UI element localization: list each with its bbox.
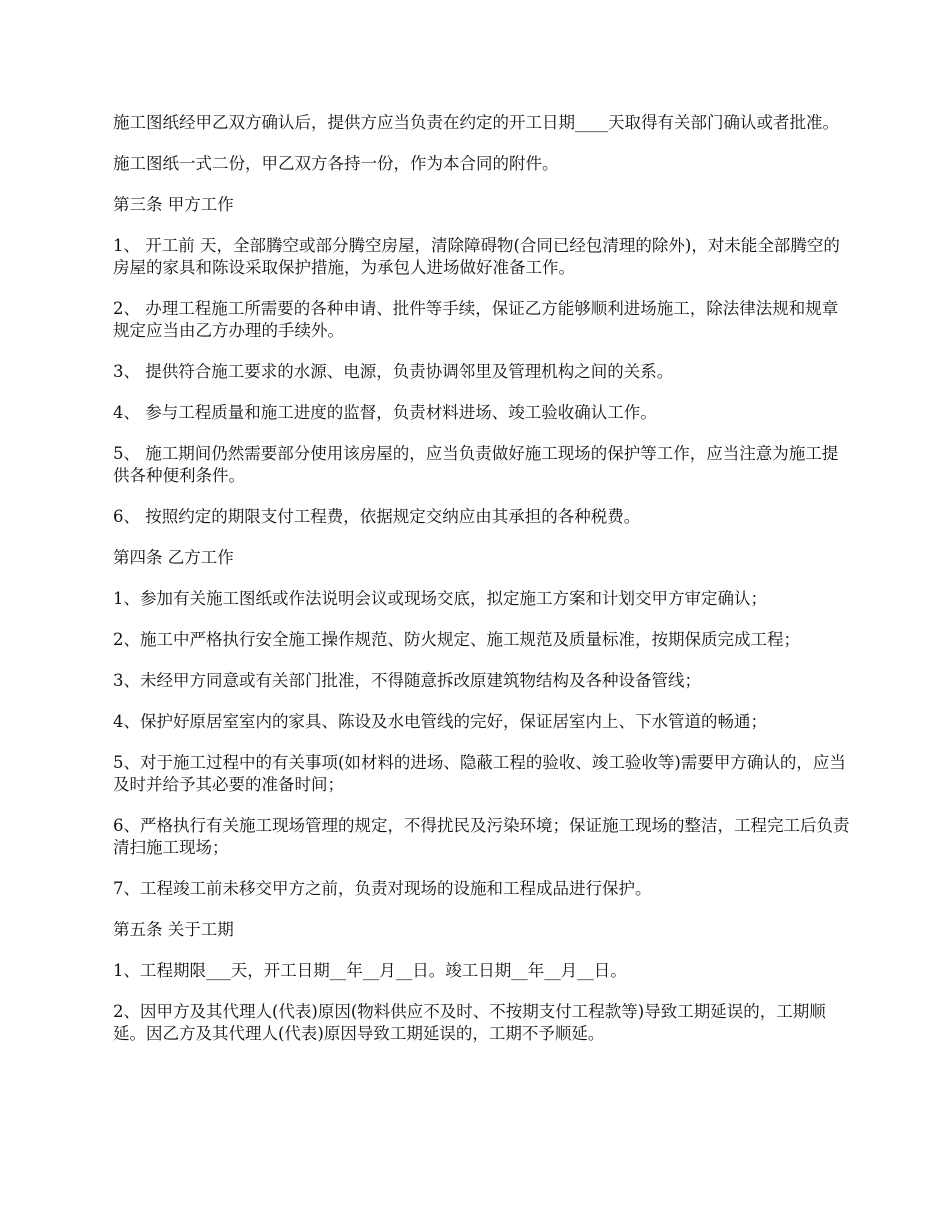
paragraph: 6、严格执行有关施工现场管理的规定，不得扰民及污染环境；保证施工现场的整洁，工程完工后负责清扫施工现场； xyxy=(113,816,850,857)
paragraph: 6、 按照约定的期限支付工程费，依据规定交纳应由其承担的各种税费。 xyxy=(113,507,641,526)
paragraph: 5、 施工期间仍然需要部分使用该房屋的，应当负责做好施工现场的保护等工作，应当注意为施工提供各种便利条件。 xyxy=(113,444,839,485)
paragraph: 2、因甲方及其代理人(代表)原因(物料供应不及时、不按期支付工程款等)导致工期延误的，工期顺延。因乙方及其代理人(代表)原因导致工期延误的，工期不予顺延。 xyxy=(113,1002,826,1043)
paragraph: 4、保护好原居室室内的家具、陈设及水电管线的完好，保证居室内上、下水管道的畅通； xyxy=(113,712,767,731)
paragraph: 2、施工中严格执行安全施工操作规范、防火规定、施工规范及质量标准，按期保质完成工程； xyxy=(113,630,800,649)
paragraph: 4、 参与工程质量和施工进度的监督，负责材料进场、竣工验收确认工作。 xyxy=(113,403,657,422)
paragraph: 2、 办理工程施工所需要的各种申请、批件等手续，保证乙方能够顺利进场施工，除法律法规和规章规定应当由乙方办理的手续外。 xyxy=(113,299,839,340)
paragraph: 7、工程竣工前未移交甲方之前，负责对现场的设施和工程成品进行保护。 xyxy=(113,879,652,898)
paragraph: 施工图纸一式二份，甲乙双方各持一份，作为本合同的附件。 xyxy=(113,154,559,173)
section-heading: 第三条 甲方工作 xyxy=(113,195,234,214)
paragraph: 3、 提供符合施工要求的水源、电源，负责协调邻里及管理机构之间的关系。 xyxy=(113,362,674,381)
paragraph: 3、未经甲方同意或有关部门批准，不得随意拆改原建筑物结构及各种设备管线； xyxy=(113,671,701,690)
section-heading: 第四条 乙方工作 xyxy=(113,548,234,567)
paragraph: 1、 开工前 天，全部腾空或部分腾空房屋，清除障碍物(合同已经包清理的除外)，对未能全部腾空的房屋的家具和陈设采取保护措施，为承包人进场做好准备工作。 xyxy=(113,236,840,277)
paragraph: 1、参加有关施工图纸或作法说明会议或现场交底，拟定施工方案和计划交甲方审定确认； xyxy=(113,589,767,608)
section-heading: 第五条 关于工期 xyxy=(113,920,234,939)
paragraph: 施工图纸经甲乙双方确认后，提供方应当负责在约定的开工日期____天取得有关部门确认或者批准。 xyxy=(113,113,839,132)
paragraph: 5、对于施工过程中的有关事项(如材料的进场、隐蔽工程的验收、竣工验收等)需要甲方确认的，应当及时并给予其必要的准备时间； xyxy=(113,753,846,794)
paragraph: 1、工程期限___天，开工日期__年__月__日。竣工日期__年__月__日。 xyxy=(113,961,627,980)
